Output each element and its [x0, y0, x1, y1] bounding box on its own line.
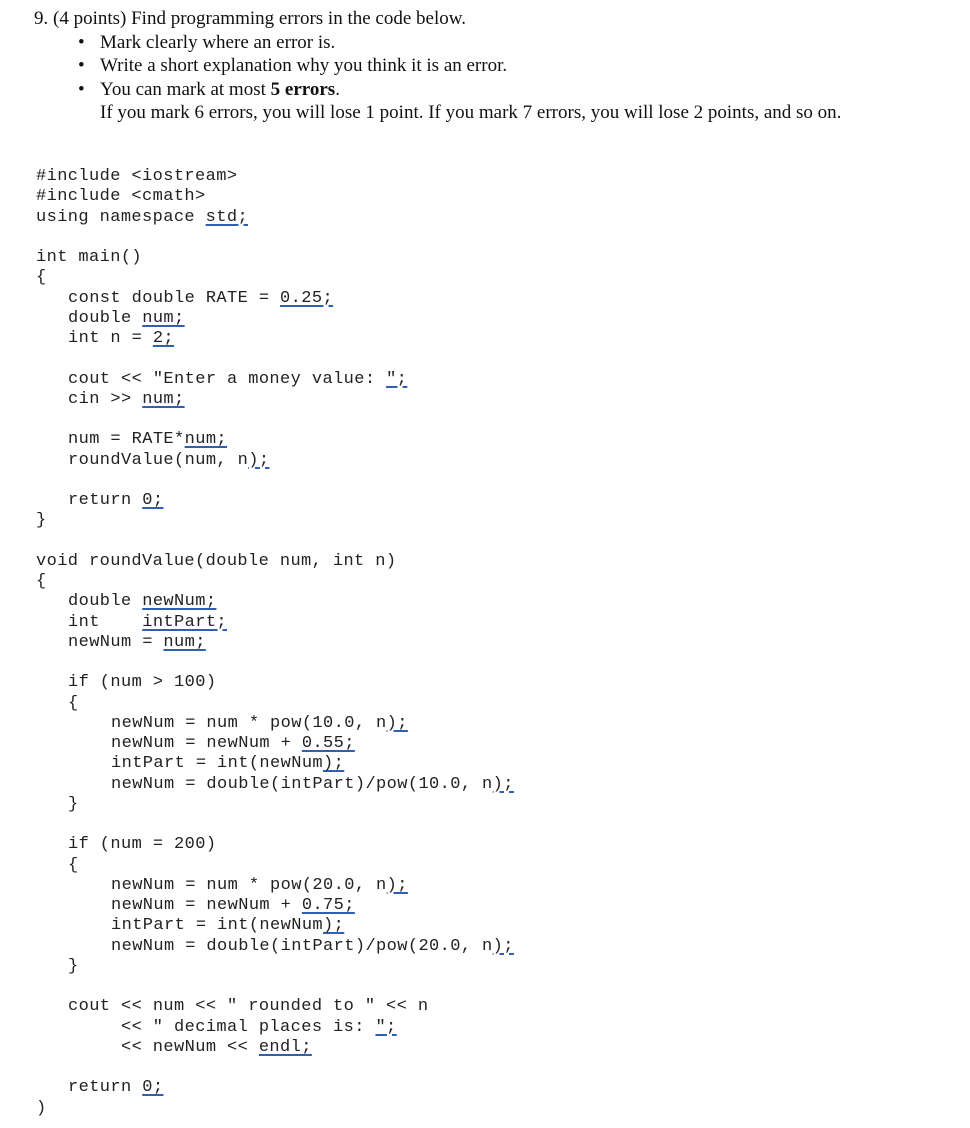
code-text: roundValue(num, n — [68, 450, 249, 470]
code-text: int — [68, 612, 143, 632]
underlined-code-mark: 0; — [142, 491, 164, 510]
underlined-code-mark: num; — [142, 308, 185, 328]
code-line — [111, 774, 514, 795]
instruction-text: Write a short explanation why you think it is an error. — [100, 55, 508, 77]
code-line — [111, 733, 355, 754]
code-line — [36, 510, 47, 531]
code-text: int n = — [68, 329, 153, 348]
code-text: { — [68, 855, 79, 875]
underlined-code-mark: 2; — [152, 329, 175, 348]
bullet-icon: • — [78, 78, 85, 100]
underlined-code-mark: "; — [375, 1017, 397, 1037]
code-text: { — [36, 268, 47, 288]
code-line — [36, 267, 47, 288]
code-line — [68, 693, 79, 714]
underlined-code-mark: ); — [248, 450, 270, 470]
code-text: const double RATE = — [68, 288, 281, 308]
code-line — [36, 207, 248, 228]
code-line — [121, 1037, 312, 1058]
underlined-code-mark: num; — [163, 632, 206, 652]
code-text: } — [68, 956, 79, 976]
code-line — [68, 612, 227, 633]
code-line — [68, 288, 333, 309]
code-text: intPart = int(newNum — [111, 754, 324, 774]
question-header: 9. (4 points) Find programming errors in the code below. — [34, 8, 466, 29]
code-text: << " decimal places is: — [121, 1017, 376, 1037]
code-line — [111, 936, 514, 957]
code-text: { — [68, 693, 79, 713]
bullet-icon: • — [78, 31, 85, 53]
code-line — [36, 186, 206, 207]
code-text: intPart = int(newNum — [111, 916, 324, 936]
code-text: if (num > 100) — [68, 673, 217, 693]
underlined-code-mark: num; — [184, 430, 228, 450]
code-text: using namespace — [36, 207, 206, 227]
code-text: newNum = double(intPart)/pow(20.0, n — [111, 936, 493, 956]
underlined-code-mark: 0.25; — [280, 288, 334, 308]
code-line — [121, 1017, 397, 1038]
code-text: } — [68, 794, 79, 814]
code-text: double — [68, 592, 143, 612]
code-line — [36, 247, 142, 268]
code-line — [68, 632, 206, 653]
error-limit: 5 errors — [270, 78, 336, 100]
code-text: double — [68, 308, 143, 328]
code-text: return — [68, 1078, 143, 1098]
underlined-code-mark: newNum; — [142, 592, 217, 612]
underlined-code-mark: 0.75; — [301, 896, 355, 915]
code-line — [111, 713, 408, 734]
underlined-code-mark: "; — [386, 369, 408, 389]
code-line — [68, 956, 79, 977]
instruction-text: Mark clearly where an error is. — [100, 31, 336, 53]
underlined-code-mark: ); — [386, 875, 408, 895]
code-line — [68, 429, 227, 450]
underlined-code-mark: ); — [492, 774, 514, 794]
underlined-code-mark: ); — [323, 754, 345, 774]
code-text: << newNum << — [121, 1037, 259, 1057]
instruction-list — [34, 31, 841, 102]
code-line — [36, 1098, 47, 1119]
code-line — [68, 794, 79, 815]
underlined-code-mark: std; — [205, 207, 249, 227]
code-line — [68, 450, 269, 471]
code-text: { — [36, 572, 47, 591]
code-line — [68, 328, 174, 349]
code-text: newNum = newNum + — [111, 734, 302, 753]
underlined-code-mark: ); — [492, 936, 514, 956]
underlined-code-mark: 0; — [142, 1078, 164, 1098]
underlined-code-mark: endl; — [258, 1037, 312, 1057]
instruction-text-end: . — [335, 78, 340, 100]
instruction-item — [34, 54, 841, 78]
question-block — [34, 7, 841, 125]
code-text: void roundValue(double num, int n) — [36, 551, 397, 571]
code-line — [68, 996, 428, 1017]
code-text: if (num = 200) — [68, 835, 217, 855]
code-line — [68, 490, 163, 511]
instruction-item — [34, 31, 841, 55]
code-line — [111, 915, 344, 936]
underlined-code-mark: 0.55; — [301, 734, 355, 753]
code-line — [111, 875, 408, 896]
code-text: num = RATE* — [68, 430, 185, 450]
code-line — [36, 166, 237, 187]
code-text: cout << "Enter a money value: — [68, 369, 387, 389]
code-line — [68, 308, 185, 329]
code-line — [68, 1077, 163, 1098]
code-line — [68, 389, 185, 410]
code-line — [68, 855, 79, 876]
code-line — [68, 369, 407, 390]
code-text: ) — [36, 1098, 47, 1118]
code-text: #include <cmath> — [36, 187, 206, 207]
code-text: cout << num << " rounded to " << n — [68, 997, 429, 1017]
underlined-code-mark: ); — [323, 916, 345, 936]
code-line — [36, 551, 396, 572]
code-line — [111, 895, 355, 916]
penalty-note: If you mark 6 errors, you will lose 1 point. If you mark 7 errors, you will lose 2 points, and so on. — [100, 102, 842, 124]
code-text: int main() — [36, 248, 143, 267]
bullet-icon: • — [78, 55, 85, 77]
underlined-code-mark: intPart; — [142, 612, 228, 632]
underlined-code-mark: num; — [142, 389, 185, 409]
underlined-code-mark: ); — [386, 713, 408, 733]
code-text: newNum = num * pow(10.0, n — [111, 713, 387, 733]
code-line — [111, 753, 344, 774]
instruction-item — [34, 78, 841, 102]
code-text: newNum = num * pow(20.0, n — [111, 875, 387, 895]
code-text: newNum = newNum + — [111, 896, 302, 915]
code-text: newNum = double(intPart)/pow(10.0, n — [111, 774, 493, 794]
code-text: } — [36, 511, 47, 531]
code-line — [68, 834, 216, 855]
code-text: #include <iostream> — [36, 167, 238, 186]
instruction-text: You can mark at most — [100, 78, 271, 100]
code-line — [68, 591, 216, 612]
code-line — [68, 672, 216, 693]
code-text: newNum = — [68, 632, 164, 652]
code-text: return — [68, 491, 143, 510]
code-text: cin >> — [68, 389, 143, 409]
code-line — [36, 571, 47, 592]
